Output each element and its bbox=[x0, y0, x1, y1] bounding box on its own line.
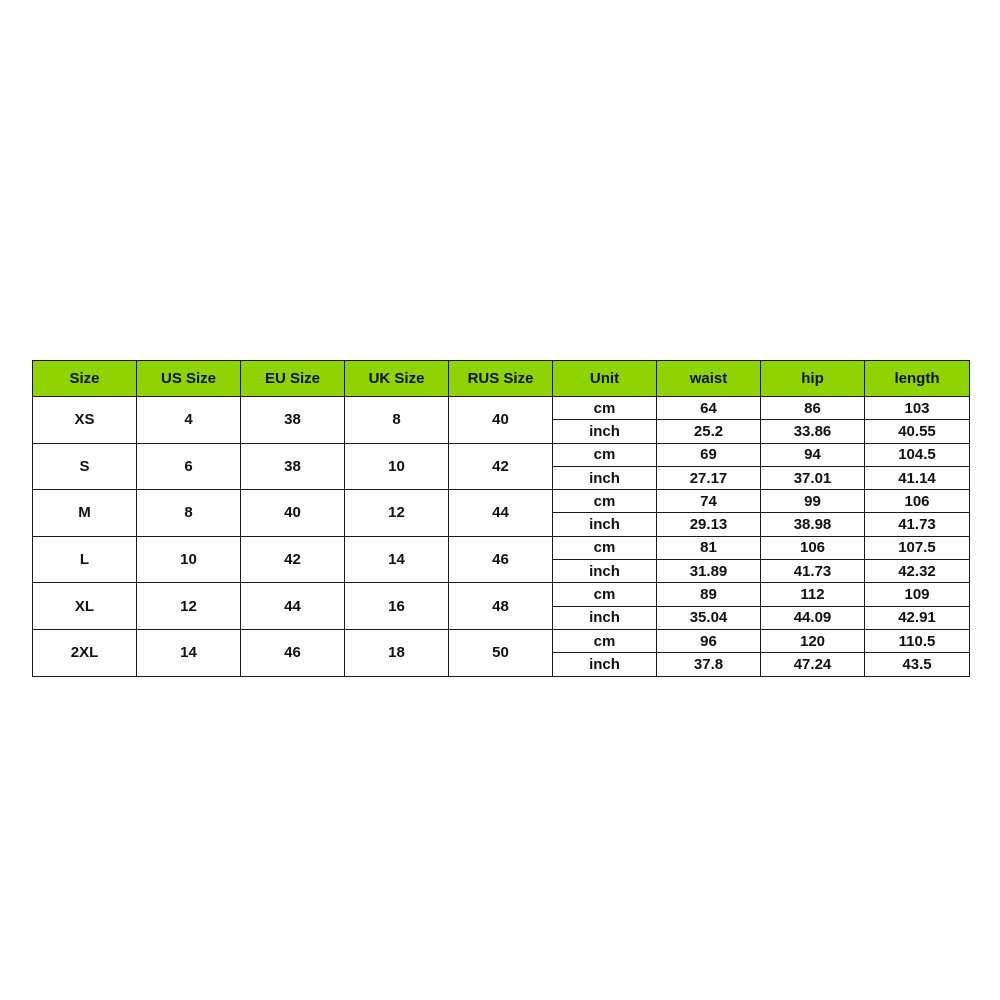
unit-cell: inch bbox=[553, 560, 657, 583]
table-row bbox=[33, 490, 970, 513]
uk-size-cell: 12 bbox=[345, 490, 449, 537]
waist-cell: 74 bbox=[657, 490, 761, 513]
table-row bbox=[33, 583, 970, 606]
unit-cell: inch bbox=[553, 606, 657, 629]
hip-cell: 99 bbox=[761, 490, 865, 513]
length-cell: 107.5 bbox=[865, 536, 970, 559]
length-cell: 106 bbox=[865, 490, 970, 513]
us-size-cell: 14 bbox=[137, 629, 241, 676]
length-cell: 42.91 bbox=[865, 606, 970, 629]
size-chart-table bbox=[32, 360, 970, 677]
size-table-body bbox=[33, 397, 970, 677]
rus-size-cell: 50 bbox=[449, 629, 553, 676]
hip-cell: 44.09 bbox=[761, 606, 865, 629]
header-us-size: US Size bbox=[137, 361, 241, 397]
eu-size-cell: 40 bbox=[241, 490, 345, 537]
unit-cell: cm bbox=[553, 490, 657, 513]
eu-size-cell: 44 bbox=[241, 583, 345, 630]
header-length: length bbox=[865, 361, 970, 397]
hip-cell: 41.73 bbox=[761, 560, 865, 583]
hip-cell: 86 bbox=[761, 397, 865, 420]
size-cell: M bbox=[33, 490, 137, 537]
length-cell: 110.5 bbox=[865, 629, 970, 652]
rus-size-cell: 42 bbox=[449, 443, 553, 490]
header-row bbox=[33, 361, 970, 397]
length-cell: 40.55 bbox=[865, 420, 970, 443]
us-size-cell: 4 bbox=[137, 397, 241, 444]
waist-cell: 69 bbox=[657, 443, 761, 466]
length-cell: 43.5 bbox=[865, 653, 970, 676]
header-unit: Unit bbox=[553, 361, 657, 397]
size-cell: XL bbox=[33, 583, 137, 630]
uk-size-cell: 16 bbox=[345, 583, 449, 630]
header-waist: waist bbox=[657, 361, 761, 397]
eu-size-cell: 38 bbox=[241, 443, 345, 490]
unit-cell: inch bbox=[553, 653, 657, 676]
hip-cell: 94 bbox=[761, 443, 865, 466]
uk-size-cell: 8 bbox=[345, 397, 449, 444]
uk-size-cell: 14 bbox=[345, 536, 449, 583]
table-row bbox=[33, 536, 970, 559]
rus-size-cell: 44 bbox=[449, 490, 553, 537]
size-cell: XS bbox=[33, 397, 137, 444]
waist-cell: 25.2 bbox=[657, 420, 761, 443]
size-cell: 2XL bbox=[33, 629, 137, 676]
unit-cell: inch bbox=[553, 513, 657, 536]
us-size-cell: 8 bbox=[137, 490, 241, 537]
unit-cell: cm bbox=[553, 536, 657, 559]
uk-size-cell: 18 bbox=[345, 629, 449, 676]
unit-cell: cm bbox=[553, 629, 657, 652]
waist-cell: 35.04 bbox=[657, 606, 761, 629]
unit-cell: inch bbox=[553, 420, 657, 443]
length-cell: 41.73 bbox=[865, 513, 970, 536]
header-size: Size bbox=[33, 361, 137, 397]
waist-cell: 37.8 bbox=[657, 653, 761, 676]
waist-cell: 81 bbox=[657, 536, 761, 559]
unit-cell: inch bbox=[553, 466, 657, 489]
header-rus-size: RUS Size bbox=[449, 361, 553, 397]
waist-cell: 31.89 bbox=[657, 560, 761, 583]
eu-size-cell: 46 bbox=[241, 629, 345, 676]
length-cell: 41.14 bbox=[865, 466, 970, 489]
waist-cell: 64 bbox=[657, 397, 761, 420]
rus-size-cell: 40 bbox=[449, 397, 553, 444]
waist-cell: 27.17 bbox=[657, 466, 761, 489]
length-cell: 109 bbox=[865, 583, 970, 606]
header-hip: hip bbox=[761, 361, 865, 397]
unit-cell: cm bbox=[553, 397, 657, 420]
waist-cell: 29.13 bbox=[657, 513, 761, 536]
hip-cell: 112 bbox=[761, 583, 865, 606]
length-cell: 104.5 bbox=[865, 443, 970, 466]
us-size-cell: 12 bbox=[137, 583, 241, 630]
hip-cell: 120 bbox=[761, 629, 865, 652]
hip-cell: 47.24 bbox=[761, 653, 865, 676]
hip-cell: 33.86 bbox=[761, 420, 865, 443]
hip-cell: 37.01 bbox=[761, 466, 865, 489]
size-cell: L bbox=[33, 536, 137, 583]
hip-cell: 38.98 bbox=[761, 513, 865, 536]
eu-size-cell: 38 bbox=[241, 397, 345, 444]
waist-cell: 96 bbox=[657, 629, 761, 652]
length-cell: 42.32 bbox=[865, 560, 970, 583]
header-uk-size: UK Size bbox=[345, 361, 449, 397]
hip-cell: 106 bbox=[761, 536, 865, 559]
table-row bbox=[33, 629, 970, 652]
header-eu-size: EU Size bbox=[241, 361, 345, 397]
uk-size-cell: 10 bbox=[345, 443, 449, 490]
table-row bbox=[33, 397, 970, 420]
size-cell: S bbox=[33, 443, 137, 490]
waist-cell: 89 bbox=[657, 583, 761, 606]
rus-size-cell: 48 bbox=[449, 583, 553, 630]
unit-cell: cm bbox=[553, 443, 657, 466]
eu-size-cell: 42 bbox=[241, 536, 345, 583]
unit-cell: cm bbox=[553, 583, 657, 606]
table-row bbox=[33, 443, 970, 466]
length-cell: 103 bbox=[865, 397, 970, 420]
us-size-cell: 6 bbox=[137, 443, 241, 490]
rus-size-cell: 46 bbox=[449, 536, 553, 583]
us-size-cell: 10 bbox=[137, 536, 241, 583]
